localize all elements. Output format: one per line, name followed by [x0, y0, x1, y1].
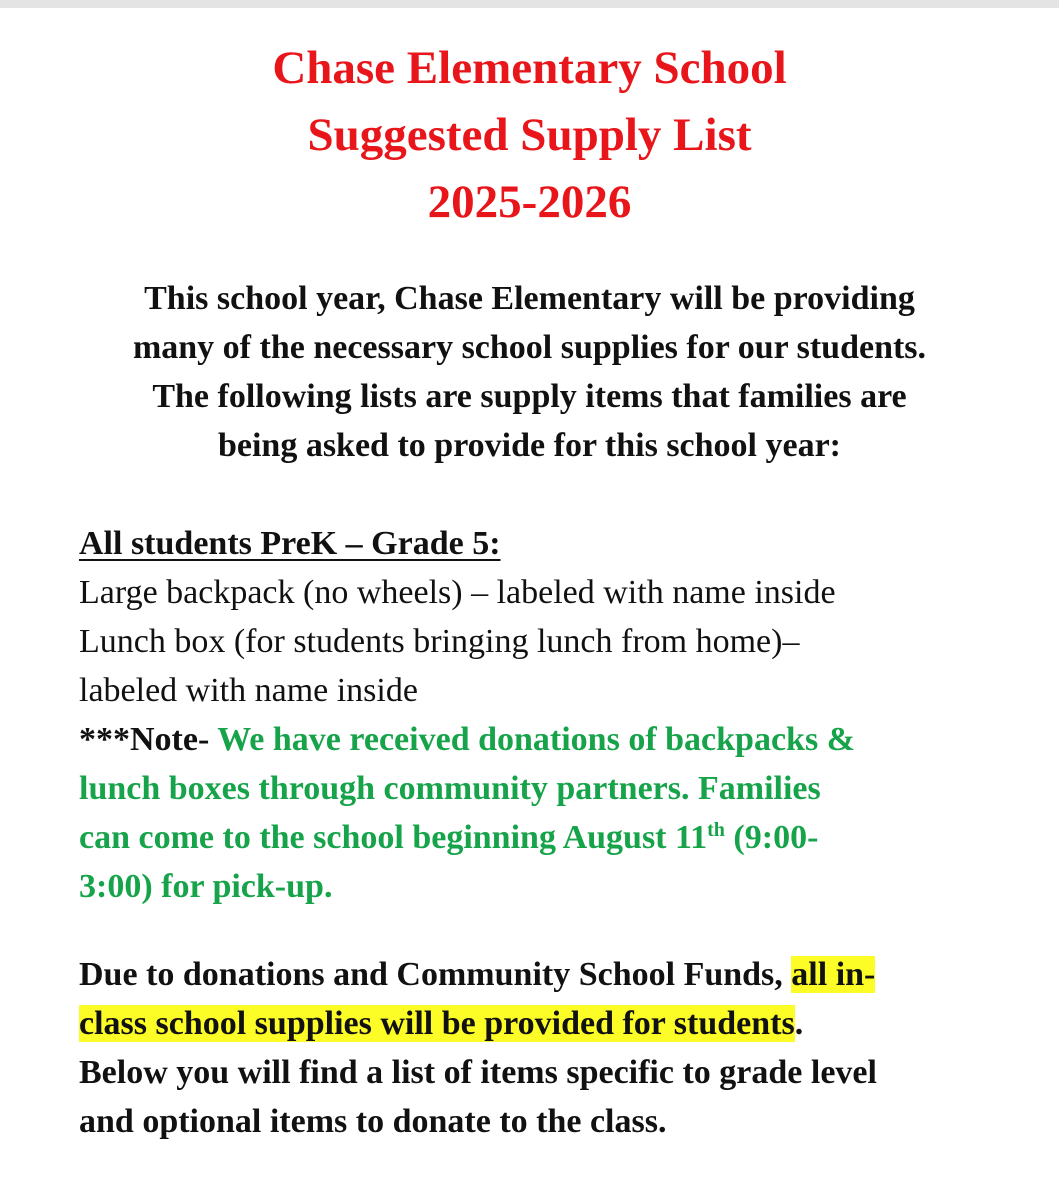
closing-line: and optional items to donate to the class. — [79, 1103, 667, 1140]
highlighted-text: all in- — [791, 956, 876, 993]
school-name-title: Chase Elementary School — [272, 42, 787, 94]
section-heading: All students PreK – Grade 5: — [79, 525, 501, 562]
note-text: 3:00) for pick-up. — [79, 868, 333, 905]
school-year-title: 2025-2026 — [427, 176, 632, 228]
intro-paragraph — [40, 274, 1019, 470]
all-students-section — [79, 519, 1039, 911]
closing-line — [79, 999, 1039, 1048]
closing-text: . — [794, 1005, 804, 1042]
closing-line: Below you will find a list of items specific to grade level — [79, 1054, 877, 1091]
intro-line: The following lists are supply items that families are — [152, 378, 907, 415]
highlighted-text: class school supplies will be provided for students — [79, 1005, 795, 1042]
note-text: lunch boxes through community partners. Families — [79, 770, 821, 807]
supply-item-continued: labeled with name inside — [79, 672, 418, 709]
closing-text: Due to donations and Community School Funds, — [79, 956, 792, 993]
note-text: We have received donations of backpacks & — [217, 721, 856, 758]
closing-line — [79, 950, 1039, 999]
closing-paragraph — [79, 950, 1039, 1146]
supply-item: Large backpack (no wheels) – labeled with name inside — [79, 574, 836, 611]
ordinal-suffix: th — [707, 819, 725, 841]
note-time: (9:00- — [724, 819, 819, 856]
intro-line: This school year, Chase Elementary will be providing — [144, 280, 915, 317]
list-title: Suggested Supply List — [307, 109, 752, 161]
supply-item: Lunch box (for students bringing lunch from home)– — [79, 623, 800, 660]
note-line — [79, 715, 1039, 764]
intro-line: being asked to provide for this school year: — [217, 427, 842, 464]
note-text: can come to the school beginning August 11 — [79, 819, 708, 856]
intro-line: many of the necessary school supplies for our students. — [132, 329, 927, 366]
note-line — [79, 813, 1039, 862]
note-label: ***Note- — [79, 721, 218, 758]
